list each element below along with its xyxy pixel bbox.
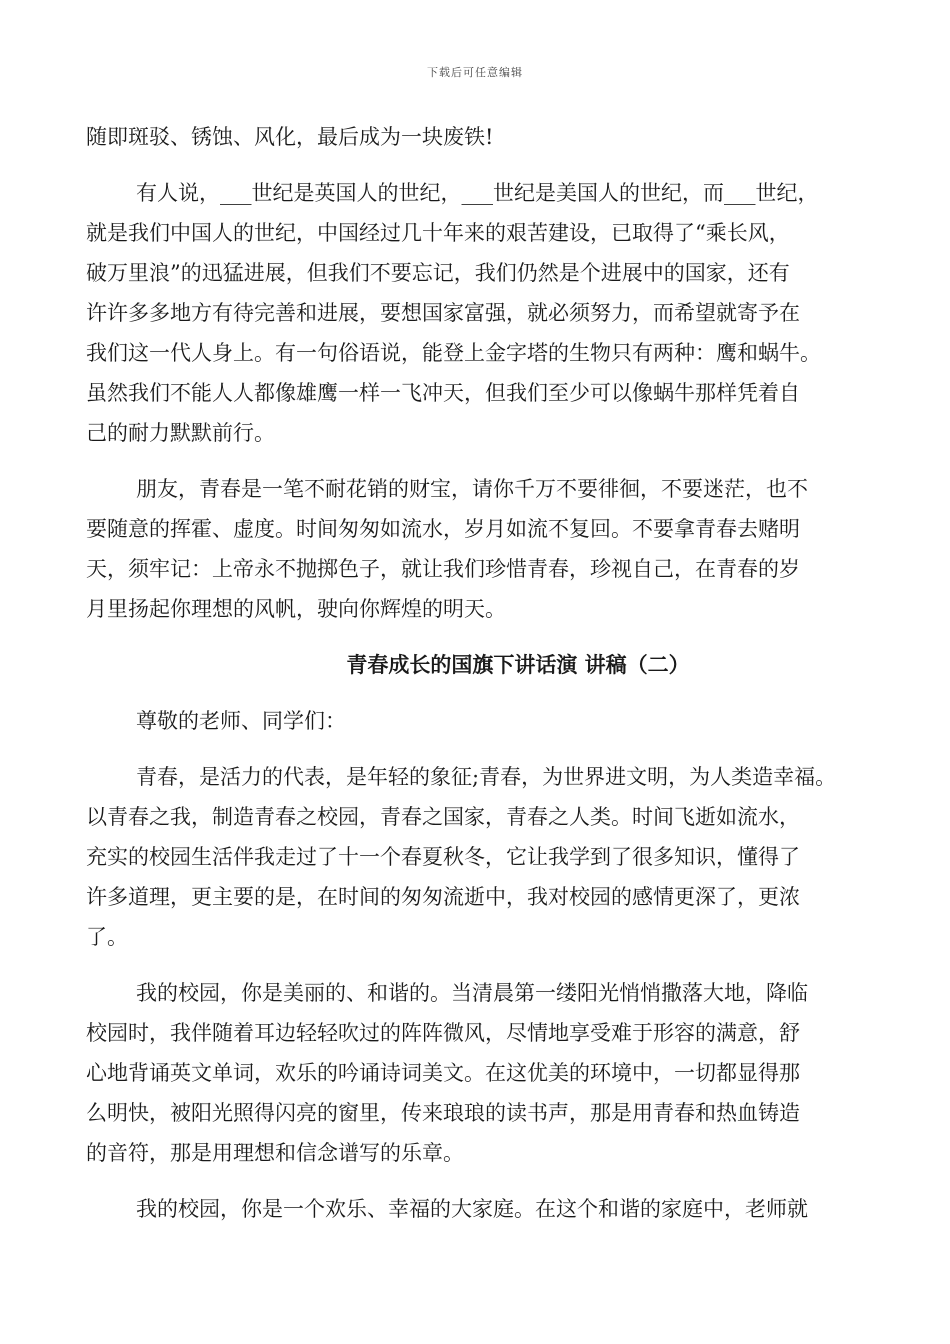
text-line: 的音符，那是用理想和信念谱写的乐章。 [86, 1141, 464, 1165]
text-line: 就是我们中国人的世纪，中国经过几十年来的艰苦建设，已取得了“乘长风， [86, 221, 790, 245]
text-line: 了。 [86, 925, 128, 949]
text-line: 我们这一代人身上。有一句俗语说，能登上金字塔的生物只有两种：鹰和蜗牛。 [86, 341, 821, 365]
text-line: 尊敬的老师、同学们： [136, 709, 346, 733]
paragraph [86, 973, 870, 1173]
text-line: 天，须牢记：上帝永不抛掷色子，就让我们珍惜青春，珍视自己，在青春的岁 [86, 557, 800, 581]
section-title: 青春成长的国旗下讲话演 讲稿（二） [346, 653, 690, 677]
text-line: 己的耐力默默前行。 [86, 421, 275, 445]
document-body [86, 117, 870, 1229]
text-line: 有人说，___世纪是英国人的世纪，___世纪是美国人的世纪，而___世纪， [136, 181, 819, 205]
text-line: 要随意的挥霍、虚度。时间匆匆如流水，岁月如流不复回。不要拿青春去赌明 [86, 517, 800, 541]
paragraph [86, 117, 870, 157]
text-line: 许许多多地方有待完善和进展，要想国家富强，就必须努力，而希望就寄予在 [86, 301, 800, 325]
text-line: 虽然我们不能人人都像雄鹰一样一飞冲天，但我们至少可以像蜗牛那样凭着自 [86, 381, 800, 405]
text-line: 充实的校园生活伴我走过了十一个春夏秋冬，它让我学到了很多知识，懂得了 [86, 845, 800, 869]
text-line: 破万里浪”的迅猛进展，但我们不要忘记，我们仍然是个进展中的国家，还有 [86, 261, 790, 285]
text-line: 以青春之我，制造青春之校园，青春之国家，青春之人类。时间飞逝如流水， [86, 805, 800, 829]
text-line: 月里扬起你理想的风帆，驶向你辉煌的明天。 [86, 597, 506, 621]
text-line: 青春，是活力的代表，是年轻的象征;青春，为世界进文明，为人类造幸福。 [136, 765, 837, 789]
text-line: 许多道理，更主要的是，在时间的匆匆流逝中，我对校园的感情更深了，更浓 [86, 885, 800, 909]
text-line: 随即斑驳、锈蚀、风化，最后成为一块废铁! [86, 125, 494, 149]
text-line: 么明快，被阳光照得闪亮的窗里，传来琅琅的读书声，那是用青春和热血铸造 [86, 1101, 800, 1125]
text-line: 我的校园，你是一个欢乐、幸福的大家庭。在这个和谐的家庭中，老师就 [136, 1197, 808, 1221]
text-line: 校园时，我伴随着耳边轻轻吹过的阵阵微风，尽情地享受难于形容的满意，舒 [86, 1021, 800, 1045]
page-header: 下载后可任意编辑 [427, 66, 523, 79]
paragraph [86, 1189, 870, 1229]
text-line: 我的校园，你是美丽的、和谐的。当清晨第一缕阳光悄悄撒落大地，降临 [136, 981, 808, 1005]
text-line: 心地背诵英文单词，欢乐的吟诵诗词美文。在这优美的环境中，一切都显得那 [86, 1061, 800, 1085]
paragraph [86, 469, 870, 629]
text-line: 朋友，青春是一笔不耐花销的财宝，请你千万不要徘徊，不要迷茫，也不 [136, 477, 808, 501]
paragraph [86, 701, 870, 741]
paragraph [86, 173, 870, 453]
paragraph [86, 757, 870, 957]
